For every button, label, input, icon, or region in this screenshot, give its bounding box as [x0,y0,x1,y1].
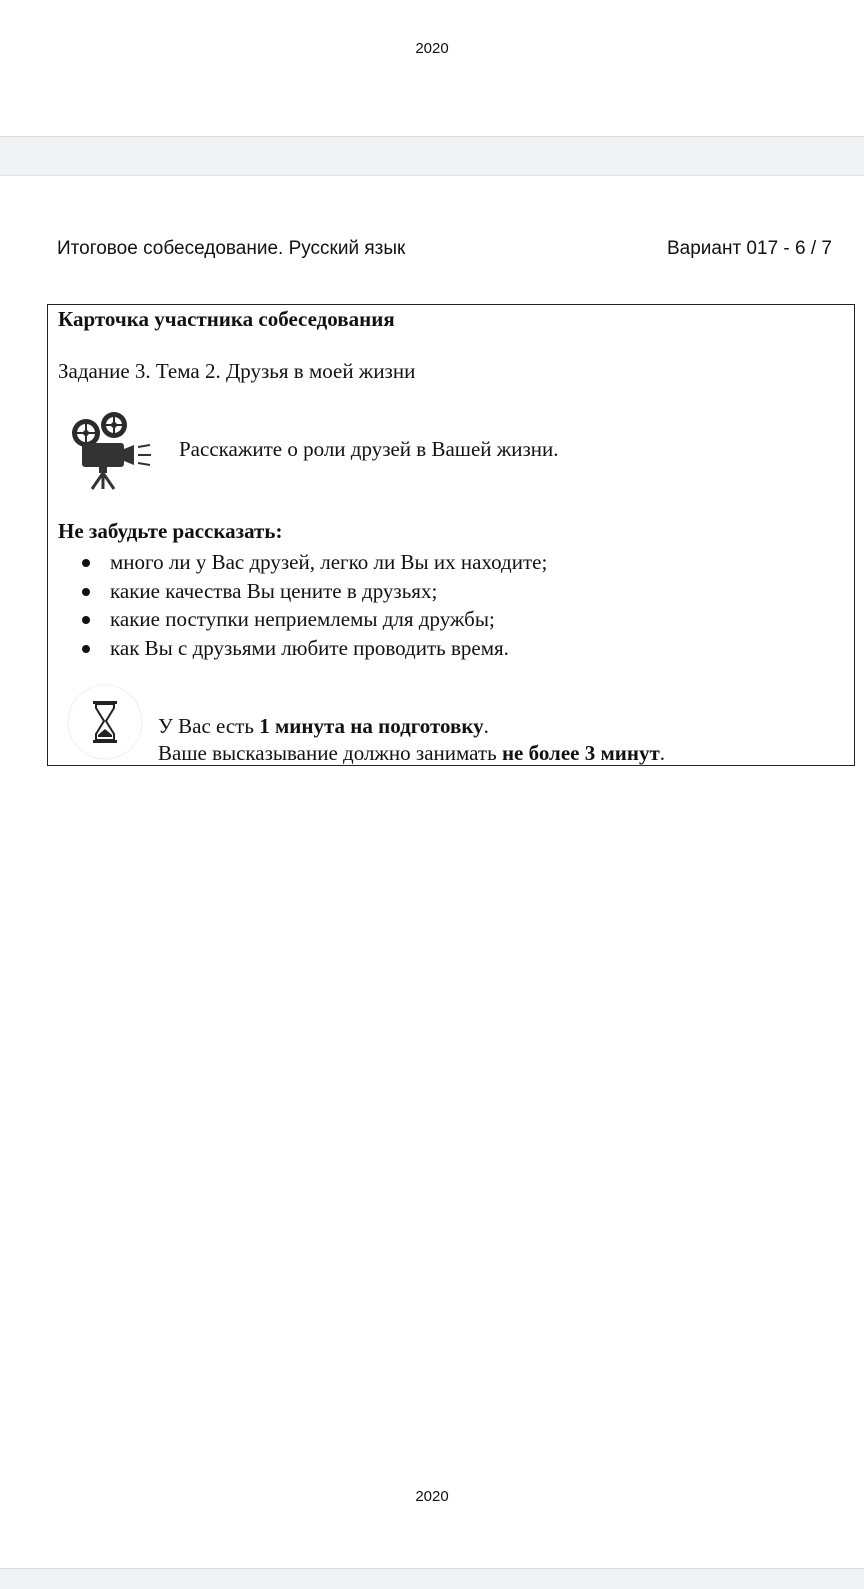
bullet-icon [82,588,90,596]
hourglass-icon [66,683,144,761]
list-item [58,577,547,606]
list-item [58,605,547,634]
card-title: Карточка участника собеседования [58,307,395,331]
page-footer-year: 2020 [415,1488,449,1505]
page-separator-bottom [0,1568,864,1589]
reminder-heading: Не забудьте рассказать: [58,519,283,543]
prep-suffix: . [483,714,489,738]
prep-time-bold: 1 минута на подготовку [259,714,484,738]
point-text: какие качества Вы цените в друзьях; [110,578,438,603]
talking-points-list [58,548,547,662]
speech-time-line [158,740,665,767]
point-text: много ли у Вас друзей, легко ли Вы их находите; [110,550,548,574]
film-camera-icon [62,409,154,491]
point-text: как Вы с друзьями любите проводить время. [110,635,509,660]
previous-page-footer-year: 2020 [415,40,449,57]
exam-title: Итоговое собеседование. Русский язык [57,238,406,259]
bullet-icon [82,645,90,653]
point-text: какие поступки неприемлемы для дружбы; [110,607,495,631]
time-info [158,713,665,767]
list-item [58,634,547,663]
variant-label: Вариант 017 - 6 / 7 [666,238,832,259]
bullet-icon [82,616,90,624]
speech-prefix: Ваше высказывание должно занимать [158,741,502,765]
speech-time-bold: не более 3 минут [501,741,660,765]
prep-time-line [158,713,665,740]
participant-card [47,304,855,766]
task-topic: Задание 3. Тема 2. Друзья в моей жизни [58,359,416,383]
bullet-icon [82,559,90,567]
list-item [58,548,547,577]
page-separator [0,136,864,176]
prep-prefix: У Вас есть [158,714,260,738]
task-prompt: Расскажите о роли друзей в Вашей жизни. [179,437,559,461]
speech-suffix: . [659,741,666,765]
